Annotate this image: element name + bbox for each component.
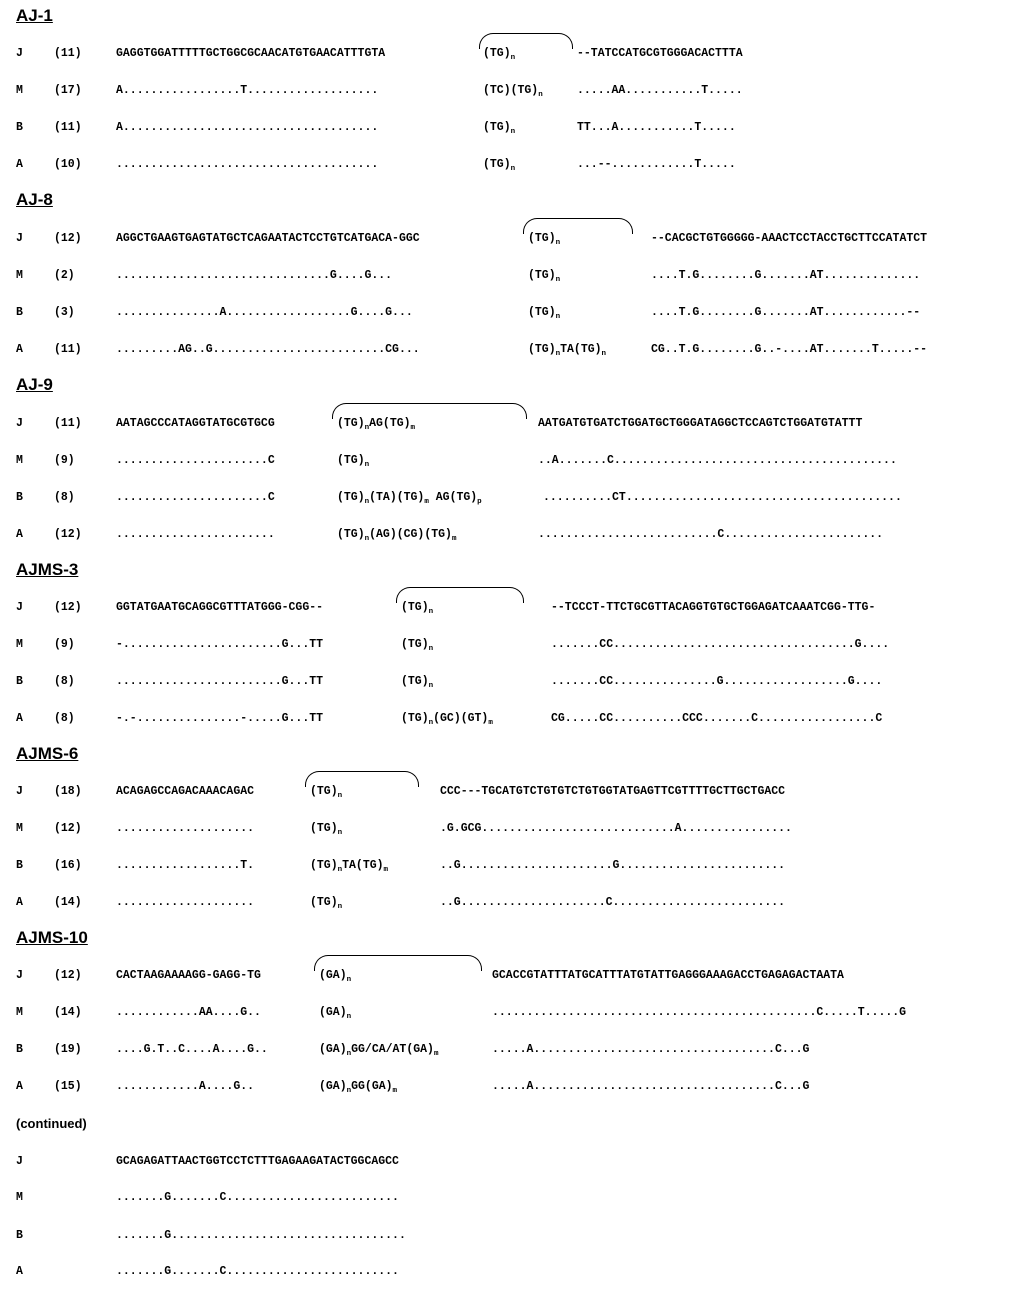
right-flank-sequence: .......CC...............G..................G.... xyxy=(551,675,883,688)
sequence-row xyxy=(0,305,1024,321)
left-flank-sequence: ...................................... xyxy=(116,158,379,171)
continued-sequence: .......G.......C......................... xyxy=(116,1191,399,1204)
sequence-row xyxy=(0,231,1024,247)
left-flank-sequence: CACTAAGAAAAGG-GAGG-TG xyxy=(116,969,261,982)
species-label: M xyxy=(16,638,23,651)
species-label: B xyxy=(16,675,23,688)
repeat-count-subscript: n xyxy=(601,350,607,358)
repeat-unit: (TG) xyxy=(401,638,429,651)
repeat-count-subscript: m xyxy=(433,1050,439,1058)
species-label: J xyxy=(16,47,23,60)
sequence-row xyxy=(0,46,1024,62)
species-label: B xyxy=(16,1229,23,1242)
right-flank-sequence: CG..T.G........G..-....AT.......T.....-- xyxy=(651,343,928,356)
repeat-motif xyxy=(401,637,433,657)
species-label: M xyxy=(16,1006,23,1019)
left-flank-sequence: ............AA....G.. xyxy=(116,1006,261,1019)
repeat-count-subscript: m xyxy=(488,719,493,727)
repeat-motif xyxy=(310,821,342,841)
sample-count: (18) xyxy=(54,785,82,798)
right-flank-sequence: ..G......................G........................ xyxy=(440,859,786,872)
right-flank-sequence: CCC---TGCATGTCTGTGTCTGTGGTATGAGTTCGTTTTGCTTGCTGACC xyxy=(440,785,786,798)
repeat-motif xyxy=(483,157,515,177)
repeat-unit: (TG) xyxy=(310,896,338,909)
species-label: A xyxy=(16,528,23,541)
left-flank-sequence: ACAGAGCCAGACAAACAGAC xyxy=(116,785,255,798)
left-flank-sequence: A..................................... xyxy=(116,121,379,134)
repeat-motif xyxy=(337,490,482,510)
repeat-unit: (GA) xyxy=(319,969,347,982)
repeat-count-subscript: m xyxy=(392,1087,398,1095)
repeat-motif xyxy=(310,784,342,804)
species-label: J xyxy=(16,1155,23,1168)
right-flank-sequence: ....T.G........G.......AT............-- xyxy=(651,306,921,319)
sample-count: (17) xyxy=(54,84,82,97)
repeat-unit: (TG) xyxy=(483,121,511,134)
repeat-motif xyxy=(319,1005,351,1025)
repeat-unit: TA(TG) xyxy=(560,343,602,356)
repeat-count-subscript: n xyxy=(364,461,370,469)
sample-count: (11) xyxy=(54,47,82,60)
species-label: J xyxy=(16,601,23,614)
left-flank-sequence: ....G.T..C....A....G.. xyxy=(116,1043,268,1056)
sample-count: (15) xyxy=(54,1080,82,1093)
right-flank-sequence: TT...A...........T..... xyxy=(577,121,736,134)
right-flank-sequence: ...--............T..... xyxy=(577,158,736,171)
repeat-count-subscript: n xyxy=(364,535,370,543)
repeat-count-subscript: n xyxy=(337,903,343,911)
repeat-unit: (GA) xyxy=(319,1080,347,1093)
repeat-motif xyxy=(337,527,456,547)
repeat-count-subscript: n xyxy=(364,424,370,432)
repeat-count-subscript: m xyxy=(451,535,457,543)
species-label: B xyxy=(16,121,23,134)
sequence-row xyxy=(0,1264,1024,1280)
repeat-motif xyxy=(528,231,560,251)
sequence-row xyxy=(0,784,1024,800)
block-title: AJ-9 xyxy=(16,375,53,394)
sample-count: (12) xyxy=(54,822,82,835)
repeat-motif xyxy=(401,674,433,694)
repeat-unit: GG(GA) xyxy=(351,1080,393,1093)
repeat-unit: (TG) xyxy=(401,712,429,725)
sample-count: (8) xyxy=(54,712,75,725)
block-title: AJMS-10 xyxy=(16,928,88,947)
repeat-motif xyxy=(337,453,369,473)
sample-count: (9) xyxy=(54,638,75,651)
repeat-count-subscript: m xyxy=(424,498,429,506)
repeat-count-subscript: n xyxy=(555,313,561,321)
block-title: AJ-8 xyxy=(16,190,53,209)
sample-count: (12) xyxy=(54,232,82,245)
repeat-unit: AG(TG) xyxy=(369,417,411,430)
species-label: J xyxy=(16,969,23,982)
left-flank-sequence: ...............................G....G... xyxy=(116,269,393,282)
sample-count: (16) xyxy=(54,859,82,872)
sample-count: (8) xyxy=(54,491,75,504)
repeat-unit: (GA) xyxy=(319,1006,347,1019)
repeat-unit: (TC)(TG) xyxy=(483,84,539,97)
continued-sequence: .......G.......C......................... xyxy=(116,1265,399,1278)
repeat-count-subscript: n xyxy=(510,165,516,173)
block-title: AJMS-6 xyxy=(16,744,79,763)
repeat-count-subscript: n xyxy=(555,276,561,284)
repeat-motif xyxy=(337,416,415,436)
left-flank-sequence: -.-...............-.....G...TT xyxy=(116,712,324,725)
sequence-row xyxy=(0,416,1024,432)
repeat-count-subscript: n xyxy=(555,239,561,247)
species-label: A xyxy=(16,1080,23,1093)
sequence-row xyxy=(0,674,1024,690)
repeat-unit: (TG) xyxy=(528,232,556,245)
sequence-row xyxy=(0,1005,1024,1021)
continued-sequence: .......G.................................. xyxy=(116,1229,406,1242)
sequence-row xyxy=(0,1042,1024,1058)
species-label: M xyxy=(16,269,23,282)
repeat-count-subscript: m xyxy=(383,866,389,874)
sample-count: (12) xyxy=(54,601,82,614)
right-flank-sequence: .....AA...........T..... xyxy=(577,84,743,97)
repeat-unit: (TG) xyxy=(483,158,511,171)
species-label: A xyxy=(16,1265,23,1278)
sequence-row xyxy=(0,821,1024,837)
right-flank-sequence: ....T.G........G.......AT.............. xyxy=(651,269,921,282)
left-flank-sequence: ......................C xyxy=(116,454,275,467)
repeat-motif xyxy=(483,120,515,140)
left-flank-sequence: AATAGCCCATAGGTATGCGTGCG xyxy=(116,417,275,430)
repeat-unit: (GA) xyxy=(319,1043,347,1056)
species-label: M xyxy=(16,454,23,467)
repeat-count-subscript: n xyxy=(510,128,516,136)
species-label: B xyxy=(16,1043,23,1056)
right-flank-sequence: ..A.......C......................................... xyxy=(538,454,897,467)
species-label: B xyxy=(16,306,23,319)
left-flank-sequence: ..................T. xyxy=(116,859,255,872)
sequence-row xyxy=(0,1079,1024,1095)
repeat-unit: (GC)(GT) xyxy=(433,712,489,725)
repeat-unit: GG/CA/AT(GA) xyxy=(351,1043,434,1056)
sequence-row xyxy=(0,342,1024,358)
sample-count: (11) xyxy=(54,417,82,430)
sequence-row xyxy=(0,83,1024,99)
sequence-row xyxy=(0,1154,1024,1170)
sequence-row xyxy=(0,895,1024,911)
sample-count: (3) xyxy=(54,306,75,319)
left-flank-sequence: ........................G...TT xyxy=(116,675,324,688)
sequence-row xyxy=(0,268,1024,284)
repeat-unit: (TG) xyxy=(483,47,511,60)
species-label: M xyxy=(16,1191,23,1204)
repeat-count-subscript: n xyxy=(346,1050,352,1058)
block-title: AJ-1 xyxy=(16,6,53,25)
repeat-unit: (TG) xyxy=(401,601,429,614)
repeat-unit: (TG) xyxy=(528,306,556,319)
right-flank-sequence: .....A...................................C...G xyxy=(492,1080,810,1093)
left-flank-sequence: -.......................G...TT xyxy=(116,638,324,651)
sample-count: (14) xyxy=(54,1006,82,1019)
sample-count: (2) xyxy=(54,269,75,282)
sequence-row xyxy=(0,490,1024,506)
repeat-unit: (TG) xyxy=(337,454,365,467)
species-label: A xyxy=(16,712,23,725)
repeat-unit: (TG) xyxy=(310,785,338,798)
right-flank-sequence: ...............................................C.....T.....G xyxy=(492,1006,907,1019)
species-label: J xyxy=(16,785,23,798)
left-flank-sequence: GGTATGAATGCAGGCGTTTATGGG-CGG-- xyxy=(116,601,324,614)
sequence-row xyxy=(0,157,1024,173)
repeat-motif xyxy=(401,711,493,731)
repeat-count-subscript: n xyxy=(428,645,434,653)
sample-count: (14) xyxy=(54,896,82,909)
repeat-count-subscript: n xyxy=(337,829,343,837)
left-flank-sequence: .................... xyxy=(116,896,255,909)
sample-count: (19) xyxy=(54,1043,82,1056)
repeat-count-subscript: n xyxy=(428,719,434,727)
left-flank-sequence: ......................C xyxy=(116,491,275,504)
repeat-unit: (TG) xyxy=(528,343,556,356)
continued-sequence: GCAGAGATTAACTGGTCCTCTTTGAGAAGATACTGGCAGCC xyxy=(116,1155,399,1168)
left-flank-sequence: ...............A..................G....G... xyxy=(116,306,413,319)
sample-count: (10) xyxy=(54,158,82,171)
species-label: A xyxy=(16,343,23,356)
right-flank-sequence: ..........CT........................................ xyxy=(543,491,902,504)
right-flank-sequence: AATGATGTGATCTGGATGCTGGGATAGGCTCCAGTCTGGATGTATTT xyxy=(538,417,863,430)
species-label: A xyxy=(16,158,23,171)
repeat-count-subscript: n xyxy=(538,91,543,99)
species-label: M xyxy=(16,84,23,97)
left-flank-sequence: ............A....G.. xyxy=(116,1080,255,1093)
right-flank-sequence: .G.GCG............................A................ xyxy=(440,822,792,835)
sequence-row xyxy=(0,527,1024,543)
sequence-row xyxy=(0,637,1024,653)
repeat-motif xyxy=(483,46,515,66)
repeat-unit: TA(TG) xyxy=(342,859,384,872)
repeat-count-subscript: n xyxy=(428,682,434,690)
repeat-count-subscript: n xyxy=(346,976,352,984)
repeat-motif xyxy=(310,858,388,878)
repeat-unit: (TG) xyxy=(337,417,365,430)
sample-count: (11) xyxy=(54,343,82,356)
sample-count: (12) xyxy=(54,528,82,541)
repeat-motif xyxy=(528,342,606,362)
repeat-unit: (TG) xyxy=(337,528,365,541)
repeat-count-subscript: m xyxy=(410,424,416,432)
sequence-row xyxy=(0,968,1024,984)
repeat-unit: AG(TG) xyxy=(428,491,478,504)
repeat-unit: (TG) xyxy=(401,675,429,688)
species-label: M xyxy=(16,822,23,835)
sequence-row xyxy=(0,600,1024,616)
repeat-unit: (TG) xyxy=(310,859,338,872)
species-label: B xyxy=(16,491,23,504)
sequence-row xyxy=(0,858,1024,874)
sequence-row xyxy=(0,1228,1024,1244)
right-flank-sequence: ..G.....................C......................... xyxy=(440,896,786,909)
repeat-count-subscript: n xyxy=(510,54,516,62)
right-flank-sequence: ..........................C....................... xyxy=(538,528,884,541)
right-flank-sequence: GCACCGTATTTATGCATTTATGTATTGAGGGAAAGACCTGAGAGACTAATA xyxy=(492,969,844,982)
left-flank-sequence: .........AG..G.........................CG... xyxy=(116,343,420,356)
right-flank-sequence: --TCCCT-TTCTGCGTTACAGGTGTGCTGGAGATCAAATCGG-TTG- xyxy=(551,601,876,614)
block-title: AJMS-3 xyxy=(16,560,79,579)
repeat-count-subscript: n xyxy=(346,1013,352,1021)
repeat-count-subscript: n xyxy=(337,792,343,800)
species-label: A xyxy=(16,896,23,909)
repeat-count-subscript: n xyxy=(337,866,343,874)
repeat-count-subscript: p xyxy=(477,498,482,506)
right-flank-sequence: .....A...................................C...G xyxy=(492,1043,810,1056)
sample-count: (8) xyxy=(54,675,75,688)
right-flank-sequence: .......CC...................................G.... xyxy=(551,638,890,651)
sample-count: (9) xyxy=(54,454,75,467)
left-flank-sequence: GAGGTGGATTTTTGCTGGCGCAACATGTGAACATTTGTA xyxy=(116,47,386,60)
left-flank-sequence: .................... xyxy=(116,822,255,835)
sequence-row xyxy=(0,120,1024,136)
repeat-motif xyxy=(319,968,351,988)
repeat-count-subscript: n xyxy=(364,498,370,506)
repeat-motif xyxy=(319,1042,438,1062)
repeat-motif xyxy=(401,600,433,620)
species-label: J xyxy=(16,232,23,245)
species-label: J xyxy=(16,417,23,430)
right-flank-sequence: CG.....CC..........CCC.......C.................C xyxy=(551,712,883,725)
sample-count: (12) xyxy=(54,969,82,982)
repeat-unit: (TG) xyxy=(528,269,556,282)
sequence-row xyxy=(0,711,1024,727)
repeat-motif xyxy=(528,268,560,288)
repeat-count-subscript: n xyxy=(346,1087,352,1095)
repeat-count-subscript: n xyxy=(555,350,561,358)
continued-label: (continued) xyxy=(16,1116,87,1131)
left-flank-sequence: AGGCTGAAGTGAGTATGCTCAGAATACTCCTGTCATGACA-GGC xyxy=(116,232,420,245)
repeat-motif xyxy=(319,1079,397,1099)
repeat-unit: (AG)(CG)(TG) xyxy=(369,528,452,541)
repeat-unit: (TG) xyxy=(337,491,365,504)
repeat-count-subscript: n xyxy=(428,608,434,616)
repeat-motif xyxy=(310,895,342,915)
left-flank-sequence: A.................T................... xyxy=(116,84,379,97)
sample-count: (11) xyxy=(54,121,82,134)
sequence-row xyxy=(0,453,1024,469)
repeat-unit: (TA)(TG) xyxy=(369,491,425,504)
repeat-motif xyxy=(483,83,543,103)
right-flank-sequence: --TATCCATGCGTGGGACACTTTA xyxy=(577,47,743,60)
sequence-row xyxy=(0,1190,1024,1206)
right-flank-sequence: --CACGCTGTGGGGG-AAACTCCTACCTGCTTCCATATCT xyxy=(651,232,928,245)
left-flank-sequence: ....................... xyxy=(116,528,275,541)
repeat-motif xyxy=(528,305,560,325)
repeat-unit: (TG) xyxy=(310,822,338,835)
species-label: B xyxy=(16,859,23,872)
